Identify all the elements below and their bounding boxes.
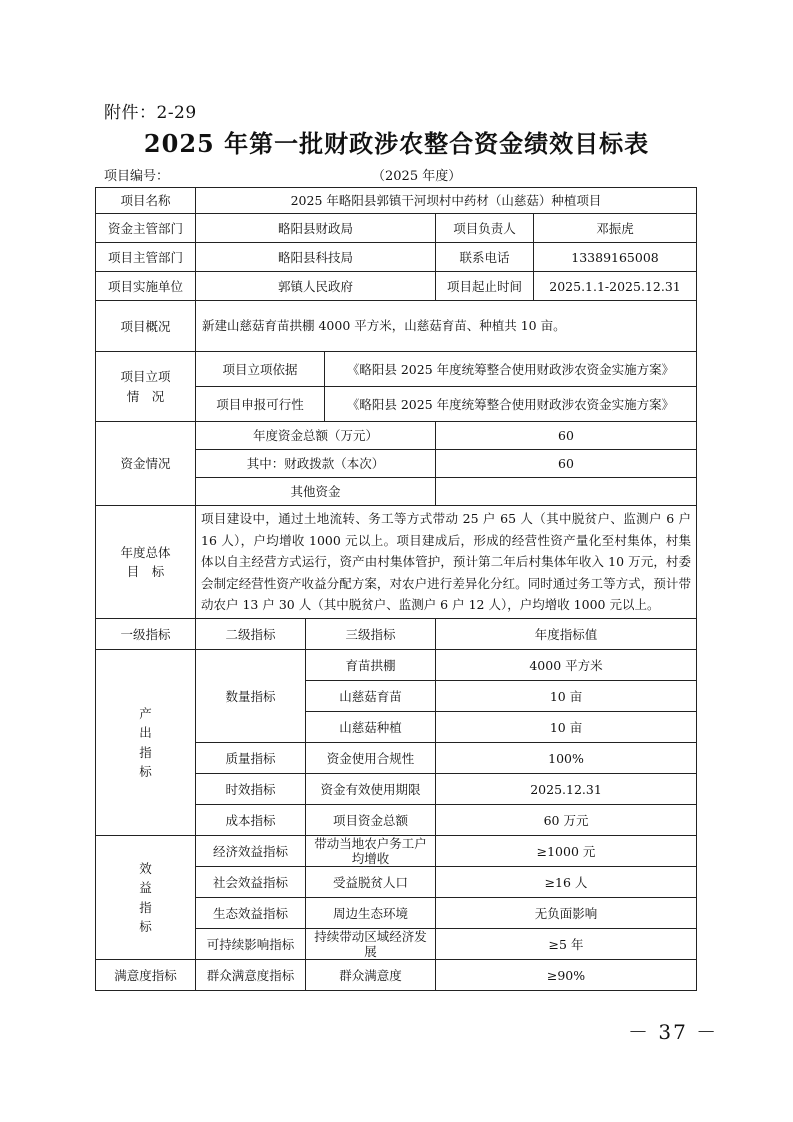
- page-number: － 37 －: [628, 1020, 719, 1044]
- header-level1: 一级指标: [96, 619, 196, 650]
- satisfaction-level1-label: 满意度指标: [96, 960, 196, 991]
- indicator-value: 60 万元: [436, 805, 697, 836]
- indicator-value: 10 亩: [436, 712, 697, 743]
- indicator-value: 100%: [436, 743, 697, 774]
- indicator-name: 群众满意度: [306, 960, 436, 991]
- overview-text: 新建山慈菇育苗拱棚 4000 平方米，山慈菇育苗、种植共 10 亩。: [196, 301, 697, 352]
- approval-basis-value: 《略阳县 2025 年度统筹整合使用财政涉农资金实施方案》: [325, 352, 697, 387]
- output-char: 出: [139, 725, 152, 741]
- year-label: （2025 年度）: [372, 169, 462, 184]
- table-row: [96, 836, 697, 867]
- feasibility-label: 项目申报可行性: [196, 387, 325, 422]
- indicator-value: ≥1000 元: [436, 836, 697, 867]
- indicator-name: 山慈菇育苗: [306, 681, 436, 712]
- table-row: [96, 243, 697, 272]
- output-char: 标: [139, 763, 152, 779]
- header-level3: 三级指标: [306, 619, 436, 650]
- fund-dept-label: 资金主管部门: [96, 214, 196, 243]
- indicator-name: 项目资金总额: [306, 805, 436, 836]
- project-dept-value: 略阳县科技局: [196, 243, 436, 272]
- table-row: [96, 422, 697, 450]
- project-dept-label: 项目主管部门: [96, 243, 196, 272]
- period-value: 2025.1.1-2025.12.31: [534, 272, 697, 301]
- approval-label-line1: 项目立项: [120, 369, 171, 385]
- impl-unit-value: 郭镇人民政府: [196, 272, 436, 301]
- funds-label: 资金情况: [96, 422, 196, 506]
- sustain-benefit-label: 可持续影响指标: [196, 929, 306, 960]
- table-row: [96, 506, 697, 619]
- indicator-value: ≥90%: [436, 960, 697, 991]
- attachment-label: 附件：2-29: [104, 103, 197, 123]
- fund-dept-value: 略阳县财政局: [196, 214, 436, 243]
- indicator-name: 育苗拱棚: [306, 650, 436, 681]
- indicator-name: 山慈菇种植: [306, 712, 436, 743]
- output-char: 指: [139, 744, 152, 760]
- header-target: 年度指标值: [436, 619, 697, 650]
- indicator-value: 10 亩: [436, 681, 697, 712]
- benefit-char: 益: [139, 880, 152, 896]
- indicator-name: 带动当地农户务工户均增收: [306, 836, 436, 867]
- quantity-indicator-label: 数量指标: [196, 650, 306, 743]
- phone-value: 13389165008: [534, 243, 697, 272]
- header-level2: 二级指标: [196, 619, 306, 650]
- timeliness-indicator-label: 时效指标: [196, 774, 306, 805]
- project-number-label: 项目编号：: [104, 169, 170, 184]
- feasibility-value: 《略阳县 2025 年度统筹整合使用财政涉农资金实施方案》: [325, 387, 697, 422]
- approval-label: [96, 352, 196, 422]
- benefit-char: 指: [139, 899, 152, 915]
- leader-label: 项目负责人: [436, 214, 534, 243]
- economic-benefit-label: 经济效益指标: [196, 836, 306, 867]
- eco-benefit-label: 生态效益指标: [196, 898, 306, 929]
- approval-basis-label: 项目立项依据: [196, 352, 325, 387]
- impl-unit-label: 项目实施单位: [96, 272, 196, 301]
- indicator-name: 周边生态环境: [306, 898, 436, 929]
- period-label: 项目起止时间: [436, 272, 534, 301]
- table-row: [96, 301, 697, 352]
- satisfaction-indicator-label: 群众满意度指标: [196, 960, 306, 991]
- page-title: 2025 年第一批财政涉农整合资金绩效目标表: [143, 129, 650, 158]
- indicator-name: 资金有效使用期限: [306, 774, 436, 805]
- cost-indicator-label: 成本指标: [196, 805, 306, 836]
- goal-label: [96, 506, 196, 619]
- indicator-value: 2025.12.31: [436, 774, 697, 805]
- benefit-indicator-label: [96, 836, 196, 960]
- output-indicator-label: [96, 650, 196, 836]
- goal-text: 项目建设中，通过土地流转、务工等方式带动 25 户 65 人（其中脱贫户、监测户 6 户 16 人），户均增收 1000 元以上。项目建成后，形成的经营性资产量化至村集体，村集体以自主经营方式运行，资产由村集体管护，预计第二年后村集体年收入 10 万元，村委会制定经营性资产收益分配方案，对农户进行差异化分红。同时通过务工等方式，预计带动农户 13 户 30 人（其中脱贫户、监测户 6 户 12 人），户均增收 1000 元以上。: [196, 506, 697, 619]
- approval-label-line2: 情 况: [126, 388, 165, 404]
- leader-value: 邓振虎: [534, 214, 697, 243]
- indicator-name: 持续带动区域经济发展: [306, 929, 436, 960]
- fund-other-value: [436, 478, 697, 506]
- table-row: [96, 272, 697, 301]
- fund-fiscal-label: 其中：财政拨款（本次）: [196, 450, 436, 478]
- overview-label: 项目概况: [96, 301, 196, 352]
- table-row: [96, 214, 697, 243]
- indicator-value: 无负面影响: [436, 898, 697, 929]
- benefit-char: 标: [139, 918, 152, 934]
- indicator-value: 4000 平方米: [436, 650, 697, 681]
- table-row: [96, 650, 697, 681]
- fund-other-label: 其他资金: [196, 478, 436, 506]
- output-char: 产: [139, 705, 152, 721]
- fund-fiscal-value: 60: [436, 450, 697, 478]
- project-name-label: 项目名称: [96, 188, 196, 214]
- indicator-name: 受益脱贫人口: [306, 867, 436, 898]
- indicator-value: ≥16 人: [436, 867, 697, 898]
- social-benefit-label: 社会效益指标: [196, 867, 306, 898]
- quality-indicator-label: 质量指标: [196, 743, 306, 774]
- indicator-name: 资金使用合规性: [306, 743, 436, 774]
- table-row: [96, 619, 697, 650]
- fund-total-label: 年度资金总额（万元）: [196, 422, 436, 450]
- fund-total-value: 60: [436, 422, 697, 450]
- benefit-char: 效: [139, 860, 152, 876]
- goal-label-line1: 年度总体: [120, 544, 171, 560]
- phone-label: 联系电话: [436, 243, 534, 272]
- project-name-value: 2025 年略阳县郭镇干河坝村中药材（山慈菇）种植项目: [196, 188, 697, 214]
- indicator-value: ≥5 年: [436, 929, 697, 960]
- table-row: [96, 960, 697, 991]
- goal-label-line2: 目 标: [126, 564, 165, 579]
- table-row: [96, 188, 697, 214]
- performance-goal-table: [95, 187, 697, 991]
- table-row: [96, 352, 697, 387]
